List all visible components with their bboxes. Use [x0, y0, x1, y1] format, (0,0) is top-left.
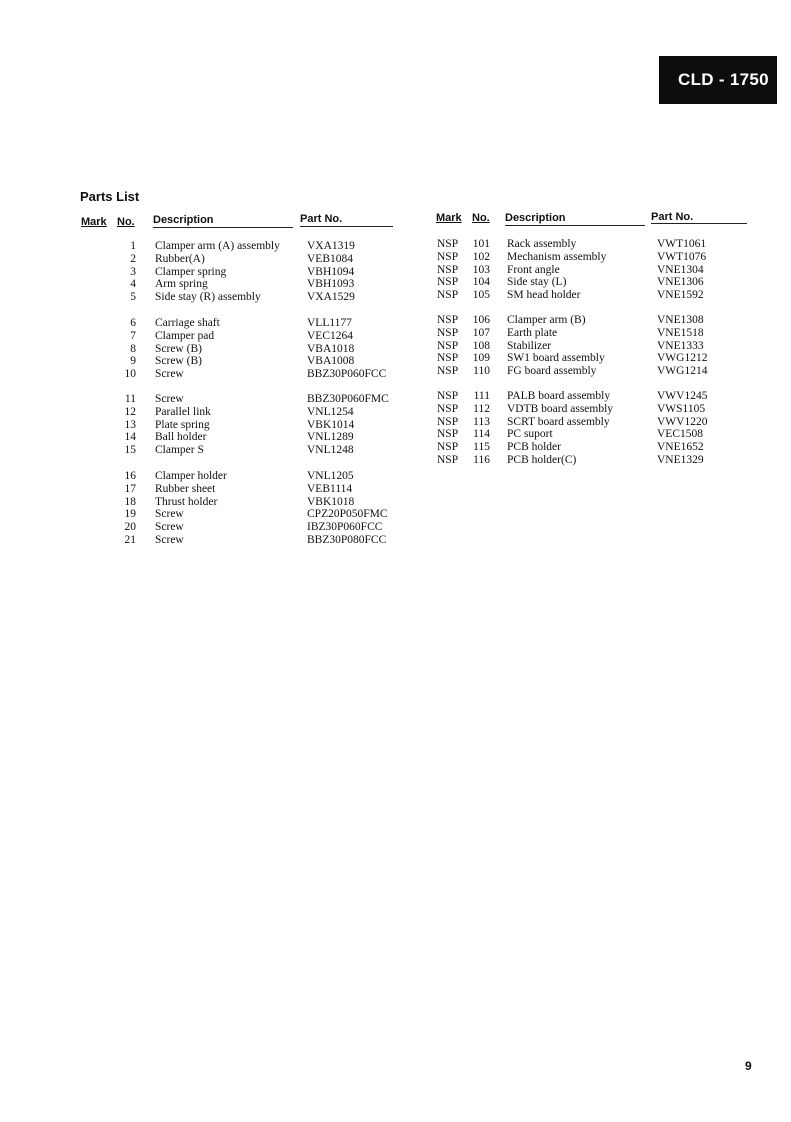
part-number-index: 14 — [124, 431, 136, 444]
part-description: Screw (B) — [155, 355, 202, 368]
table-row — [0, 340, 791, 353]
part-number-index: 112 — [473, 402, 490, 415]
part-description: Screw — [155, 393, 184, 405]
right-header-description-rule — [505, 225, 645, 226]
part-number-index: 18 — [124, 495, 136, 508]
table-row — [0, 441, 791, 454]
part-number-index: 115 — [473, 441, 490, 454]
part-number-index: 13 — [124, 418, 136, 431]
part-description: Rubber(A) — [155, 252, 205, 265]
part-code: VWS1105 — [657, 402, 706, 415]
part-code: VBA1018 — [307, 342, 355, 355]
table-row — [0, 403, 791, 416]
part-mark: NSP — [437, 428, 459, 441]
part-description: Mechanism assembly — [507, 250, 607, 263]
part-number-index: 5 — [130, 291, 136, 304]
table-row — [0, 416, 791, 429]
section-title: Parts List — [80, 189, 140, 204]
part-code: VNL1289 — [307, 431, 354, 444]
part-code: CPZ20P050FMC — [307, 508, 388, 521]
page-number: 9 — [745, 1059, 752, 1073]
model-label: CLD - 1750 — [678, 70, 769, 89]
part-number-index: 16 — [124, 470, 136, 482]
part-mark: NSP — [437, 454, 459, 466]
part-number-index: 4 — [130, 278, 136, 291]
part-number-index: 12 — [124, 405, 136, 418]
part-code: VLL1177 — [307, 317, 352, 329]
part-code: VNE1333 — [657, 339, 704, 352]
part-code: VBK1014 — [307, 418, 355, 431]
part-description: Front angle — [507, 263, 560, 276]
part-description: Clamper spring — [155, 265, 227, 278]
part-number-index: 11 — [124, 393, 136, 405]
part-description: Rubber sheet — [155, 482, 216, 495]
part-mark: NSP — [437, 390, 459, 402]
part-code: VNE1592 — [657, 289, 704, 302]
part-number-index: 110 — [473, 365, 490, 378]
part-number-index: 114 — [473, 428, 490, 441]
part-mark: NSP — [437, 250, 459, 263]
part-code: VNE1329 — [657, 454, 704, 466]
part-number-index: 8 — [130, 342, 136, 355]
part-number-index: 20 — [124, 521, 136, 534]
part-number-index: 21 — [124, 534, 136, 546]
left-header-mark: Mark — [81, 216, 107, 228]
part-number-index: 15 — [124, 444, 136, 457]
part-description: Rack assembly — [507, 238, 577, 250]
table-row — [0, 390, 791, 403]
part-description: PCB holder — [507, 441, 561, 454]
part-number-index: 104 — [472, 276, 490, 289]
part-mark: NSP — [437, 415, 459, 428]
part-mark: NSP — [437, 352, 459, 365]
table-row — [0, 454, 791, 467]
table-row — [0, 483, 791, 496]
part-code: VNL1205 — [307, 470, 354, 482]
part-code: BBZ30P060FCC — [307, 368, 387, 381]
right-header-mark: Mark — [436, 212, 462, 224]
part-number-index: 107 — [472, 326, 490, 339]
part-number-index: 113 — [473, 415, 490, 428]
part-number-index: 108 — [472, 339, 490, 352]
model-tab — [659, 56, 777, 104]
part-description: Screw — [155, 534, 184, 546]
left-header-description: Description — [153, 214, 214, 226]
part-code: VEC1264 — [307, 329, 353, 342]
part-mark: NSP — [437, 365, 459, 378]
part-description: Thrust holder — [155, 495, 218, 508]
part-description: Screw — [155, 508, 184, 521]
part-code: VNE1308 — [657, 314, 704, 326]
part-code: IBZ30P060FCC — [307, 521, 383, 534]
part-description: Clamper holder — [155, 470, 227, 482]
part-description: SM head holder — [507, 289, 581, 302]
part-number-index: 7 — [130, 329, 136, 342]
part-code: VBH1094 — [307, 265, 355, 278]
part-description: Earth plate — [507, 326, 558, 339]
part-description: FG board assembly — [507, 365, 597, 378]
part-number-index: 105 — [472, 289, 490, 302]
part-code: VXA1319 — [307, 240, 355, 252]
part-code: VWV1245 — [657, 390, 708, 402]
part-description: Side stay (L) — [507, 276, 567, 289]
part-code: VEB1114 — [307, 482, 353, 495]
left-header-description-rule — [153, 227, 293, 228]
part-code: VEC1508 — [657, 428, 703, 441]
part-code: BBZ30P080FCC — [307, 534, 387, 546]
part-mark: NSP — [437, 289, 459, 302]
part-code: VNE1304 — [657, 263, 704, 276]
part-description: Clamper arm (B) — [507, 314, 586, 326]
part-description: VDTB board assembly — [507, 402, 614, 415]
table-row — [0, 276, 791, 289]
part-description: PALB board assembly — [507, 390, 611, 402]
part-description: PCB holder(C) — [507, 454, 577, 466]
part-code: VXA1529 — [307, 291, 355, 304]
part-code: VNL1254 — [307, 405, 354, 418]
part-number-index: 2 — [130, 252, 136, 265]
part-number-index: 102 — [472, 250, 490, 263]
part-mark: NSP — [437, 402, 459, 415]
part-number-index: 103 — [472, 263, 490, 276]
part-code: VNL1248 — [307, 444, 354, 457]
right-header-part-no-rule — [651, 223, 747, 224]
part-number-index: 1 — [130, 240, 136, 252]
part-description: Screw — [155, 521, 184, 534]
part-mark: NSP — [437, 238, 459, 250]
part-code: VWV1220 — [657, 415, 708, 428]
part-mark: NSP — [437, 263, 459, 276]
part-code: VNE1652 — [657, 441, 704, 454]
table-row — [0, 508, 791, 521]
part-number-index: 10 — [124, 368, 136, 381]
table-row — [0, 352, 791, 365]
right-header-description: Description — [505, 212, 566, 224]
table-row — [0, 470, 791, 483]
left-header-part-no: Part No. — [300, 213, 343, 225]
part-code: VBA1008 — [307, 355, 355, 368]
part-description: Clamper arm (A) assembly — [155, 240, 280, 252]
part-number-index: 106 — [472, 314, 490, 326]
part-number-index: 101 — [472, 238, 490, 250]
part-description: Arm spring — [155, 278, 208, 291]
part-number-index: 3 — [130, 265, 136, 278]
table-row — [0, 534, 791, 547]
table-row — [0, 428, 791, 441]
part-mark: NSP — [437, 441, 459, 454]
table-row — [0, 496, 791, 509]
part-code: BBZ30P060FMC — [307, 393, 389, 405]
part-code: VNE1306 — [657, 276, 704, 289]
part-code: VNE1518 — [657, 326, 704, 339]
part-description: Plate spring — [155, 418, 210, 431]
part-description: Side stay (R) assembly — [155, 291, 261, 304]
part-code: VWT1061 — [657, 238, 707, 250]
part-number-index: 17 — [124, 482, 136, 495]
table-row — [0, 238, 791, 251]
part-code: VEB1084 — [307, 252, 353, 265]
part-description: Screw — [155, 368, 184, 381]
table-row — [0, 521, 791, 534]
part-description: Clamper S — [155, 444, 204, 457]
part-description: Parallel link — [155, 405, 211, 418]
part-description: SCRT board assembly — [507, 415, 610, 428]
part-description: Ball holder — [155, 431, 207, 444]
part-number-index: 9 — [130, 355, 136, 368]
part-description: PC suport — [507, 428, 553, 441]
part-mark: NSP — [437, 339, 459, 352]
left-header-part-no-rule — [300, 226, 393, 227]
part-description: Stabilizer — [507, 339, 552, 352]
part-code: VBH1093 — [307, 278, 355, 291]
part-mark: NSP — [437, 314, 459, 326]
table-row — [0, 314, 791, 327]
part-description: Screw (B) — [155, 342, 202, 355]
part-number-index: 19 — [124, 508, 136, 521]
part-description: Carriage shaft — [155, 317, 220, 329]
part-number-index: 109 — [472, 352, 490, 365]
part-description: Clamper pad — [155, 329, 215, 342]
part-number-index: 6 — [130, 317, 136, 329]
part-number-index: 116 — [473, 454, 490, 466]
right-header-no: No. — [472, 212, 490, 224]
part-code: VBK1018 — [307, 495, 355, 508]
table-row — [0, 365, 791, 378]
part-code: VWG1212 — [657, 352, 708, 365]
table-row — [0, 264, 791, 277]
part-mark: NSP — [437, 326, 459, 339]
table-row — [0, 251, 791, 264]
part-code: VWG1214 — [657, 365, 708, 378]
part-number-index: 111 — [473, 390, 490, 402]
part-mark: NSP — [437, 276, 459, 289]
part-description: SW1 board assembly — [507, 352, 605, 365]
table-row — [0, 327, 791, 340]
part-code: VWT1076 — [657, 250, 707, 263]
table-row — [0, 289, 791, 302]
right-header-part-no: Part No. — [651, 211, 694, 223]
left-header-no: No. — [117, 216, 135, 228]
